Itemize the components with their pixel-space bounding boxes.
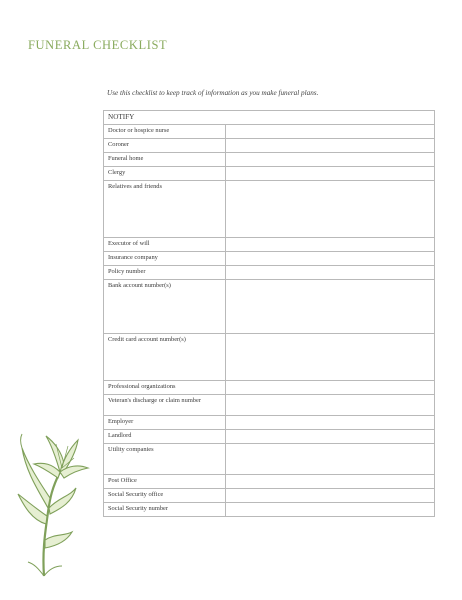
row-label: Clergy: [104, 167, 226, 181]
row-label: Credit card account number(s): [104, 334, 226, 381]
table-row: [104, 489, 435, 503]
table-row: [104, 416, 435, 430]
row-value-field[interactable]: [226, 181, 435, 238]
row-label: Relatives and friends: [104, 181, 226, 238]
row-label: Landlord: [104, 430, 226, 444]
row-label: Social Security office: [104, 489, 226, 503]
row-value-field[interactable]: [226, 395, 435, 416]
table-row: [104, 395, 435, 416]
row-value-field[interactable]: [226, 125, 435, 139]
table-header-notify: NOTIFY: [104, 111, 435, 125]
row-value-field[interactable]: [226, 489, 435, 503]
row-label: Insurance company: [104, 252, 226, 266]
row-label: Coroner: [104, 139, 226, 153]
table-row: [104, 430, 435, 444]
row-value-field[interactable]: [226, 503, 435, 517]
row-value-field[interactable]: [226, 153, 435, 167]
row-value-field[interactable]: [226, 444, 435, 475]
intro-text: Use this checklist to keep track of information as you make funeral plans.: [107, 89, 319, 97]
row-label: Post Office: [104, 475, 226, 489]
row-value-field[interactable]: [226, 167, 435, 181]
table-row: [104, 125, 435, 139]
table-row: [104, 252, 435, 266]
table-header-row: [104, 111, 435, 125]
row-value-field[interactable]: [226, 252, 435, 266]
table-row: [104, 139, 435, 153]
row-value-field[interactable]: [226, 280, 435, 334]
row-value-field[interactable]: [226, 430, 435, 444]
table-row: [104, 381, 435, 395]
flower-petal: [34, 463, 60, 478]
row-value-field[interactable]: [226, 416, 435, 430]
row-label: Veteran's discharge or claim number: [104, 395, 226, 416]
table-row: [104, 181, 435, 238]
row-value-field[interactable]: [226, 238, 435, 252]
table-row: [104, 280, 435, 334]
table-row: [104, 475, 435, 489]
row-value-field[interactable]: [226, 381, 435, 395]
page-title: FUNERAL CHECKLIST: [28, 38, 168, 52]
table-row: [104, 266, 435, 280]
row-label: Doctor or hospice nurse: [104, 125, 226, 139]
table-row: [104, 238, 435, 252]
row-label: Policy number: [104, 266, 226, 280]
table-row: [104, 334, 435, 381]
table-row: [104, 503, 435, 517]
row-value-field[interactable]: [226, 266, 435, 280]
row-label: Executor of will: [104, 238, 226, 252]
table-row: [104, 444, 435, 475]
lily-flower-icon: [12, 428, 92, 578]
table-row: [104, 153, 435, 167]
row-label: Employer: [104, 416, 226, 430]
row-label: Funeral home: [104, 153, 226, 167]
flower-bud: [22, 448, 50, 508]
row-label: Utility companies: [104, 444, 226, 475]
table-row: [104, 167, 435, 181]
row-label: Social Security number: [104, 503, 226, 517]
row-value-field[interactable]: [226, 475, 435, 489]
row-label: Professional organizations: [104, 381, 226, 395]
flower-leaf: [45, 532, 72, 548]
row-label: Bank account number(s): [104, 280, 226, 334]
row-value-field[interactable]: [226, 334, 435, 381]
row-value-field[interactable]: [226, 139, 435, 153]
notify-checklist-table: [103, 110, 435, 517]
